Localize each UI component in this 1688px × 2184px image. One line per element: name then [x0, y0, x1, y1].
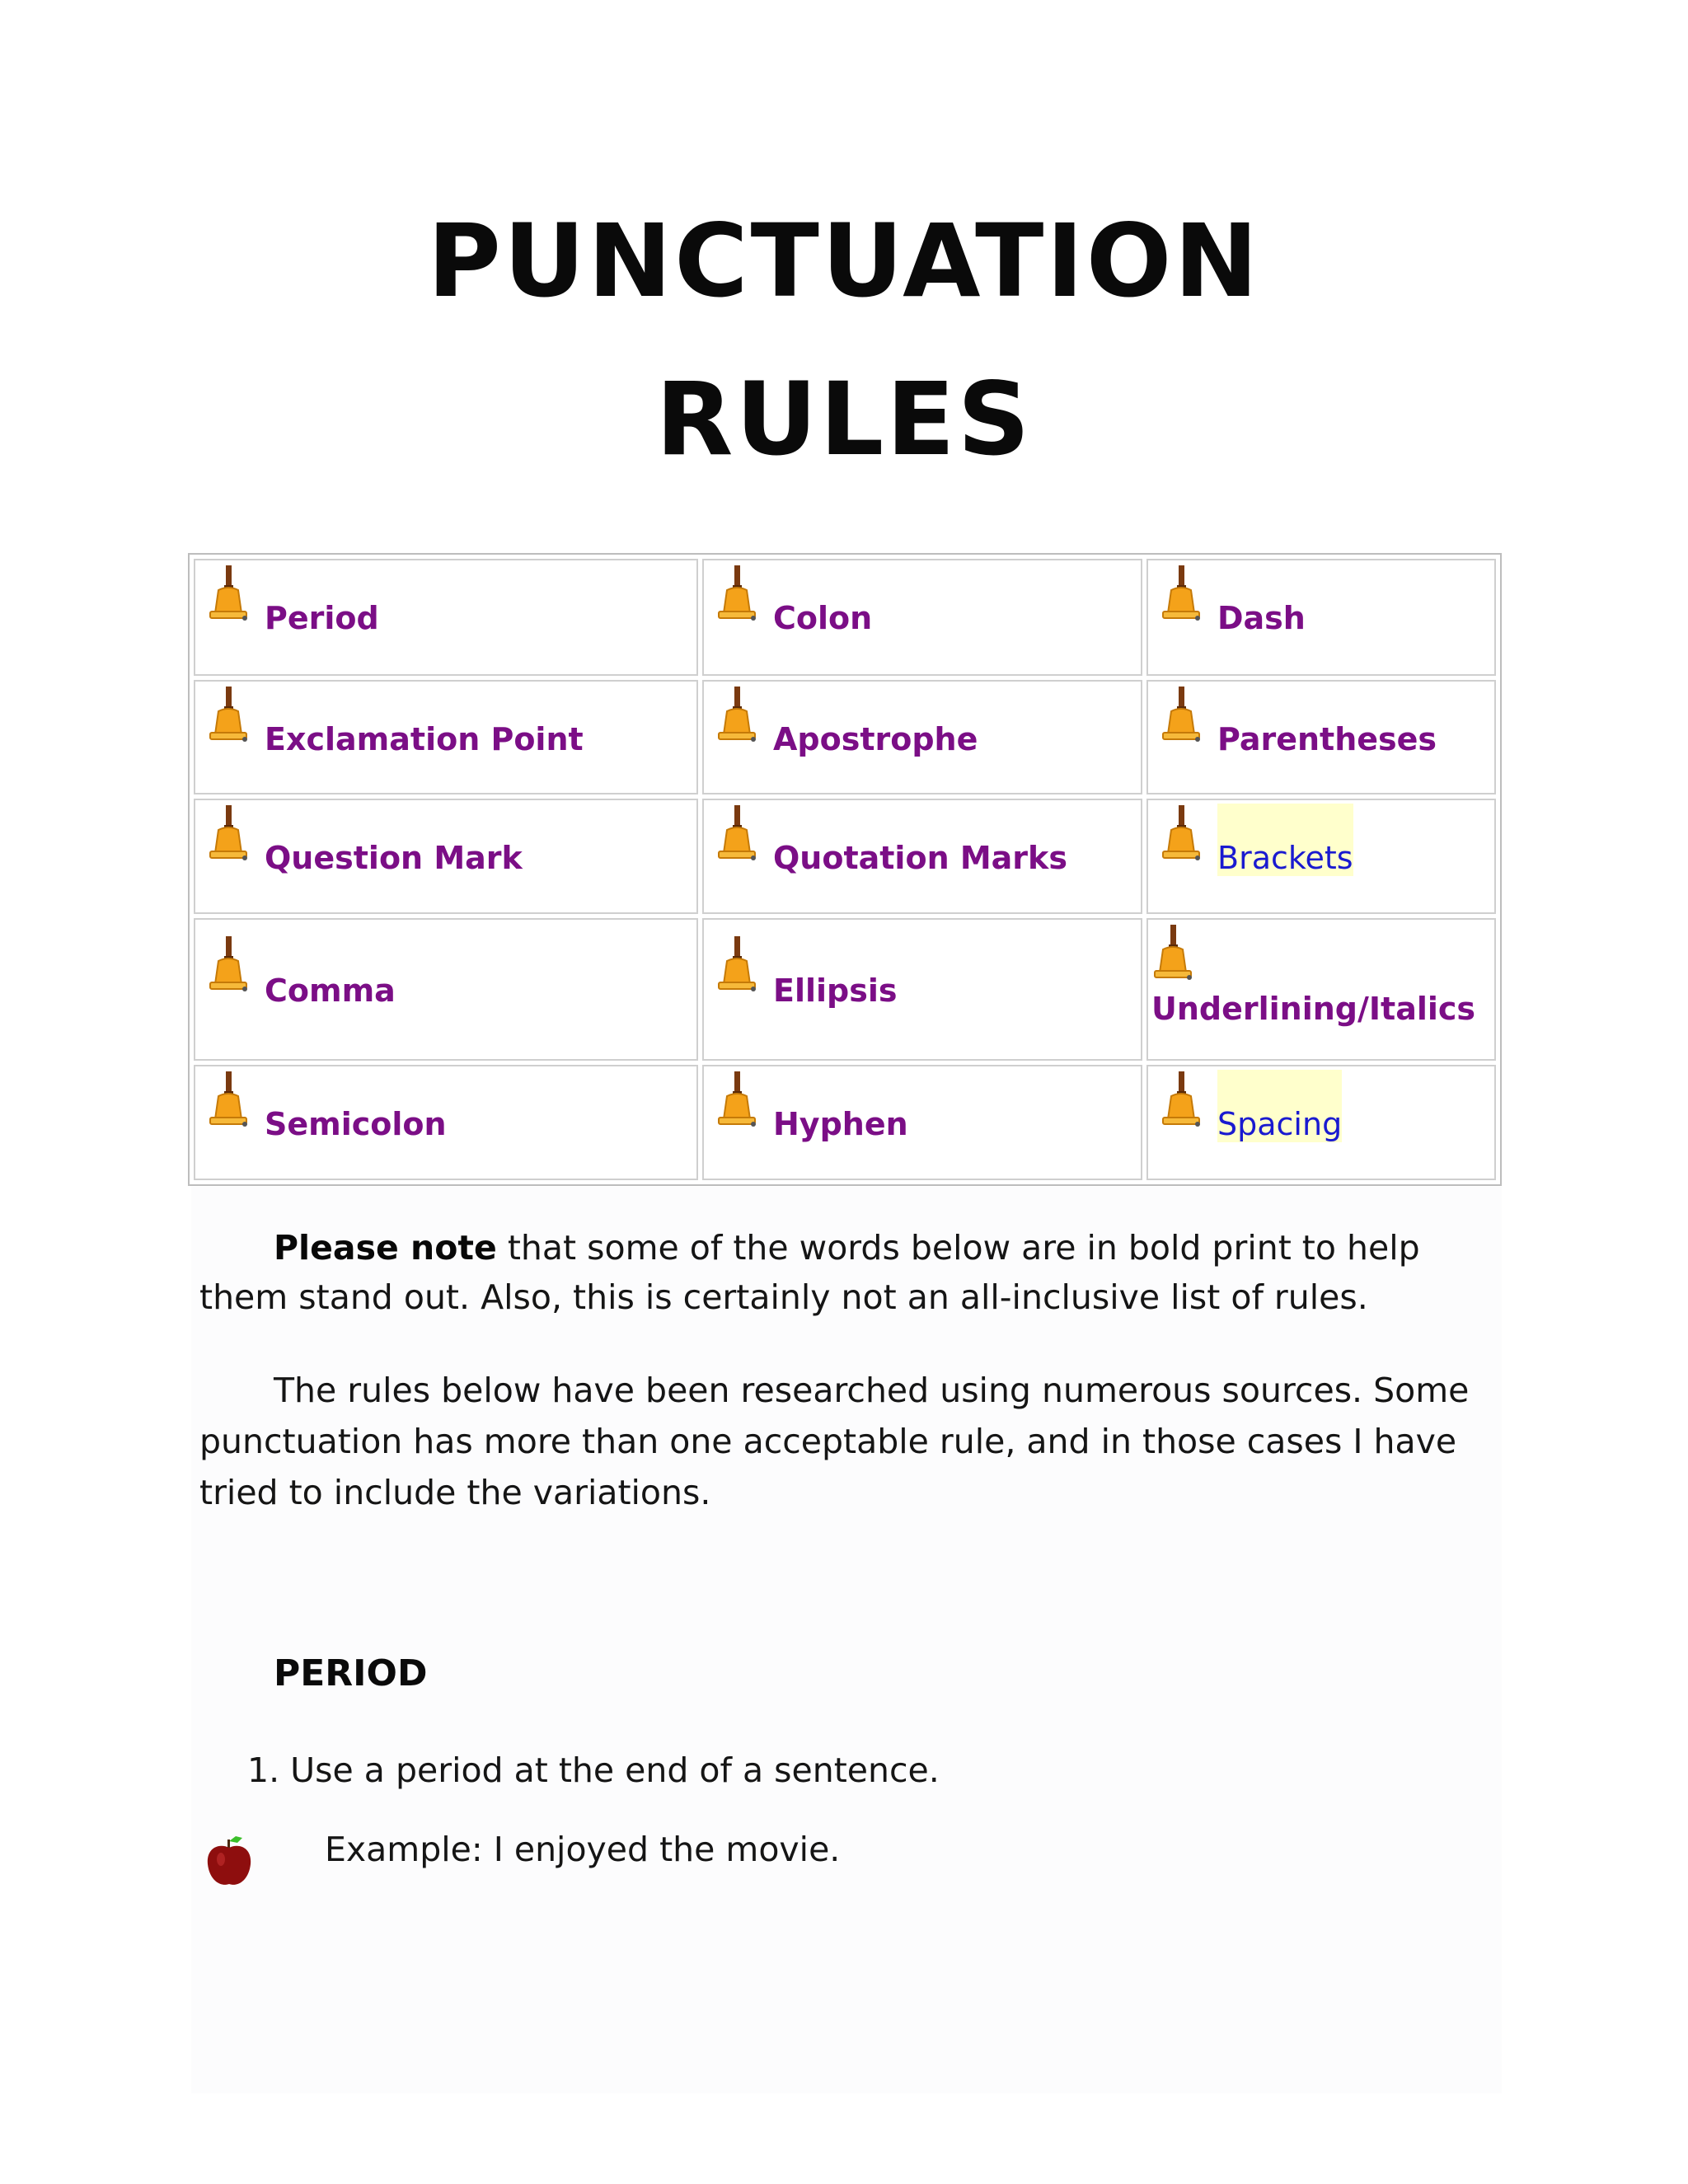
nav-cell[interactable] — [1146, 559, 1496, 676]
rule-number: 1. — [247, 1750, 280, 1790]
nav-cell[interactable] — [194, 559, 698, 676]
nav-link-colon[interactable]: Colon — [773, 600, 873, 636]
bell-icon — [1160, 1071, 1203, 1137]
bell-icon — [715, 687, 758, 752]
nav-link-exclamation-point[interactable]: Exclamation Point — [265, 721, 584, 758]
nav-cell[interactable] — [702, 559, 1142, 676]
section-heading-period: PERIOD — [274, 1652, 428, 1694]
page-title-line-1: PUNCTUATION — [427, 203, 1261, 320]
page-background — [191, 1187, 1502, 2093]
bell-icon — [1160, 805, 1203, 871]
intro-note-line1: that some of the words below are in bold print to help — [496, 1228, 1420, 1268]
nav-link-apostrophe[interactable]: Apostrophe — [773, 721, 978, 758]
apple-icon — [204, 1833, 254, 1891]
intro-note-line2: them stand out. Also, this is certainly not an all-inclusive list of rules. — [199, 1277, 1368, 1317]
nav-link-comma[interactable]: Comma — [265, 972, 396, 1010]
intro-note-paragraph — [199, 1223, 1485, 1322]
bell-icon — [715, 805, 758, 871]
nav-link-parentheses[interactable]: Parentheses — [1217, 721, 1437, 758]
punctuation-nav-table — [188, 553, 1502, 1186]
nav-link-question-mark[interactable]: Question Mark — [265, 839, 523, 876]
nav-cell[interactable] — [702, 680, 1142, 794]
bell-icon — [1151, 925, 1194, 991]
intro-note-bold: Please note — [274, 1228, 497, 1268]
bell-icon — [715, 936, 758, 1002]
nav-cell[interactable] — [702, 799, 1142, 914]
nav-cell[interactable] — [194, 799, 698, 914]
bell-icon — [207, 565, 250, 631]
intro-sources-line1: The rules below have been researched using numerous sources. Some — [274, 1371, 1470, 1410]
nav-link-brackets-label: Brackets — [1217, 804, 1353, 876]
nav-cell[interactable] — [194, 918, 698, 1060]
nav-cell[interactable] — [1146, 918, 1496, 1060]
nav-link-underlining-italics[interactable]: Underlining/Italics — [1151, 991, 1476, 1028]
nav-link-spacing-label: Spacing — [1217, 1070, 1342, 1142]
bell-icon — [207, 805, 250, 871]
example-text: Example: I enjoyed the movie. — [325, 1830, 841, 1869]
intro-sources-line2: punctuation has more than one acceptable rule, and in those cases I have — [199, 1422, 1457, 1461]
nav-link-semicolon[interactable]: Semicolon — [265, 1105, 447, 1142]
bell-icon — [1160, 565, 1203, 631]
nav-link-ellipsis[interactable]: Ellipsis — [773, 972, 898, 1010]
nav-cell[interactable] — [194, 1065, 698, 1180]
page-title-line-2: RULES — [655, 361, 1033, 478]
nav-link-dash[interactable]: Dash — [1217, 600, 1306, 636]
nav-link-hyphen[interactable]: Hyphen — [773, 1105, 908, 1142]
rule-list-item — [247, 1750, 940, 1790]
nav-cell[interactable] — [194, 680, 698, 794]
nav-cell[interactable] — [1146, 799, 1496, 914]
intro-sources-paragraph — [199, 1365, 1485, 1518]
nav-link-brackets[interactable] — [1217, 840, 1353, 876]
nav-link-spacing[interactable] — [1217, 1106, 1342, 1142]
nav-cell[interactable] — [702, 1065, 1142, 1180]
rule-text: Use a period at the end of a sentence. — [290, 1750, 940, 1790]
bell-icon — [1160, 687, 1203, 752]
bell-icon — [207, 1071, 250, 1137]
bell-icon — [207, 936, 250, 1002]
bell-icon — [715, 565, 758, 631]
intro-sources-line3: tried to include the variations. — [199, 1473, 711, 1512]
nav-link-period[interactable]: Period — [265, 600, 379, 636]
nav-cell[interactable] — [702, 918, 1142, 1060]
nav-cell[interactable] — [1146, 1065, 1496, 1180]
bell-icon — [715, 1071, 758, 1137]
nav-cell[interactable] — [1146, 680, 1496, 794]
nav-link-quotation-marks[interactable]: Quotation Marks — [773, 839, 1067, 876]
bell-icon — [207, 687, 250, 752]
